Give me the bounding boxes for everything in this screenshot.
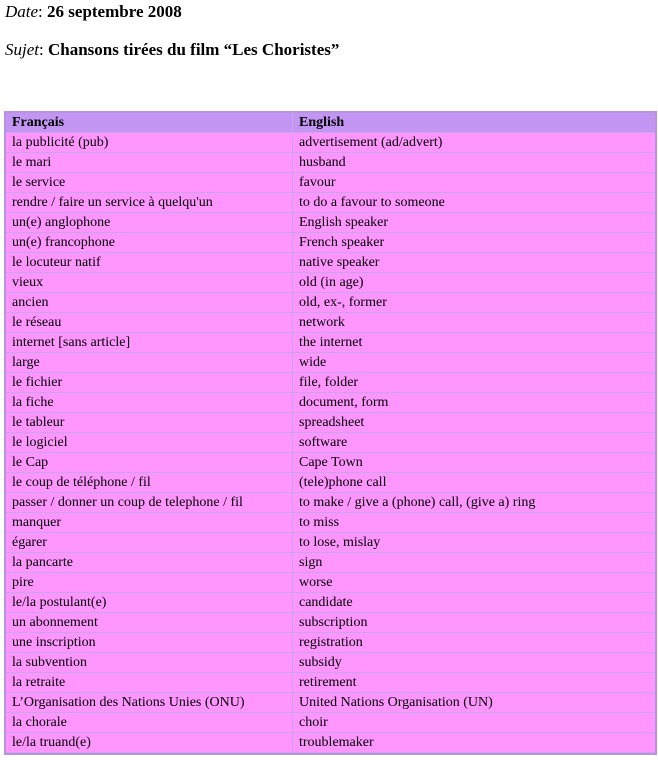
cell-english: to lose, mislay xyxy=(293,533,655,553)
table-row xyxy=(6,673,655,693)
cell-english: United Nations Organisation (UN) xyxy=(293,693,655,713)
cell-french: le mari xyxy=(6,153,293,173)
cell-french: le logiciel xyxy=(6,433,293,453)
cell-french: ancien xyxy=(6,293,293,313)
cell-english: software xyxy=(293,433,655,453)
cell-french: L’Organisation des Nations Unies (ONU) xyxy=(6,693,293,713)
cell-french: pire xyxy=(6,573,293,593)
cell-french: le tableur xyxy=(6,413,293,433)
cell-french: la fiche xyxy=(6,393,293,413)
table-row xyxy=(6,553,655,573)
cell-english: advertisement (ad/advert) xyxy=(293,133,655,153)
cell-english: (tele)phone call xyxy=(293,473,655,493)
cell-english: registration xyxy=(293,633,655,653)
table-row xyxy=(6,713,655,733)
table-row xyxy=(6,493,655,513)
cell-english: old, ex-, former xyxy=(293,293,655,313)
subject-value: Chansons tirées du film “Les Choristes” xyxy=(47,40,340,59)
cell-english: file, folder xyxy=(293,373,655,393)
table-row xyxy=(6,533,655,553)
cell-french: vieux xyxy=(6,273,293,293)
table-row xyxy=(6,173,655,193)
table-row xyxy=(6,273,655,293)
cell-french: un(e) anglophone xyxy=(6,213,293,233)
cell-english: network xyxy=(293,313,655,333)
table-row xyxy=(6,373,655,393)
cell-english: troublemaker xyxy=(293,733,655,753)
table-row xyxy=(6,433,655,453)
table-header-row xyxy=(6,113,655,133)
cell-french: une inscription xyxy=(6,633,293,653)
table-row xyxy=(6,213,655,233)
cell-french: le coup de téléphone / fil xyxy=(6,473,293,493)
cell-french: rendre / faire un service à quelqu'un xyxy=(6,193,293,213)
table-row xyxy=(6,293,655,313)
cell-english: Cape Town xyxy=(293,453,655,473)
cell-english: to make / give a (phone) call, (give a) ring xyxy=(293,493,655,513)
cell-english: French speaker xyxy=(293,233,655,253)
date-line: Date: 26 septembre 2008 xyxy=(5,2,182,21)
vocabulary-table xyxy=(4,111,657,755)
cell-french: le réseau xyxy=(6,313,293,333)
cell-english: English speaker xyxy=(293,213,655,233)
cell-english: spreadsheet xyxy=(293,413,655,433)
cell-french: la pancarte xyxy=(6,553,293,573)
cell-english: favour xyxy=(293,173,655,193)
table-row xyxy=(6,573,655,593)
table-row xyxy=(6,593,655,613)
cell-french: la subvention xyxy=(6,653,293,673)
cell-french: égarer xyxy=(6,533,293,553)
cell-french: le locuteur natif xyxy=(6,253,293,273)
cell-english: retirement xyxy=(293,673,655,693)
cell-french: la chorale xyxy=(6,713,293,733)
cell-french: le/la postulant(e) xyxy=(6,593,293,613)
date-value: 26 septembre 2008 xyxy=(47,2,182,21)
column-header-english: English xyxy=(293,113,655,133)
cell-english: subscription xyxy=(293,613,655,633)
date-label: Date xyxy=(5,2,39,21)
cell-french: un(e) francophone xyxy=(6,233,293,253)
cell-english: subsidy xyxy=(293,653,655,673)
cell-french: la retraite xyxy=(6,673,293,693)
cell-french: passer / donner un coup de telephone / fil xyxy=(6,493,293,513)
cell-french: le/la truand(e) xyxy=(6,733,293,753)
cell-english: old (in age) xyxy=(293,273,655,293)
cell-french: manquer xyxy=(6,513,293,533)
cell-english: to do a favour to someone xyxy=(293,193,655,213)
cell-french: le Cap xyxy=(6,453,293,473)
table-row xyxy=(6,153,655,173)
table-body xyxy=(6,133,655,753)
cell-english: husband xyxy=(293,153,655,173)
column-header-french: Français xyxy=(6,113,293,133)
table-row xyxy=(6,233,655,253)
table-row xyxy=(6,353,655,373)
cell-english: choir xyxy=(293,713,655,733)
cell-english: document, form xyxy=(293,393,655,413)
table-row xyxy=(6,453,655,473)
table-row xyxy=(6,693,655,713)
cell-english: to miss xyxy=(293,513,655,533)
cell-french: le service xyxy=(6,173,293,193)
cell-french: un abonnement xyxy=(6,613,293,633)
cell-english: candidate xyxy=(293,593,655,613)
table-row xyxy=(6,393,655,413)
table-row xyxy=(6,193,655,213)
cell-french: large xyxy=(6,353,293,373)
table-row xyxy=(6,133,655,153)
table-row xyxy=(6,333,655,353)
table-row xyxy=(6,733,655,753)
cell-english: sign xyxy=(293,553,655,573)
cell-french: la publicité (pub) xyxy=(6,133,293,153)
table-row xyxy=(6,653,655,673)
table-row xyxy=(6,513,655,533)
cell-french: le fichier xyxy=(6,373,293,393)
cell-english: wide xyxy=(293,353,655,373)
subject-label: Sujet xyxy=(5,40,39,59)
table-row xyxy=(6,473,655,493)
table-row xyxy=(6,613,655,633)
cell-english: worse xyxy=(293,573,655,593)
cell-english: native speaker xyxy=(293,253,655,273)
subject-line: Sujet: Chansons tirées du film “Les Choristes” xyxy=(5,40,340,59)
table-row xyxy=(6,413,655,433)
table-row xyxy=(6,253,655,273)
table-row xyxy=(6,313,655,333)
cell-english: the internet xyxy=(293,333,655,353)
table-row xyxy=(6,633,655,653)
cell-french: internet [sans article] xyxy=(6,333,293,353)
